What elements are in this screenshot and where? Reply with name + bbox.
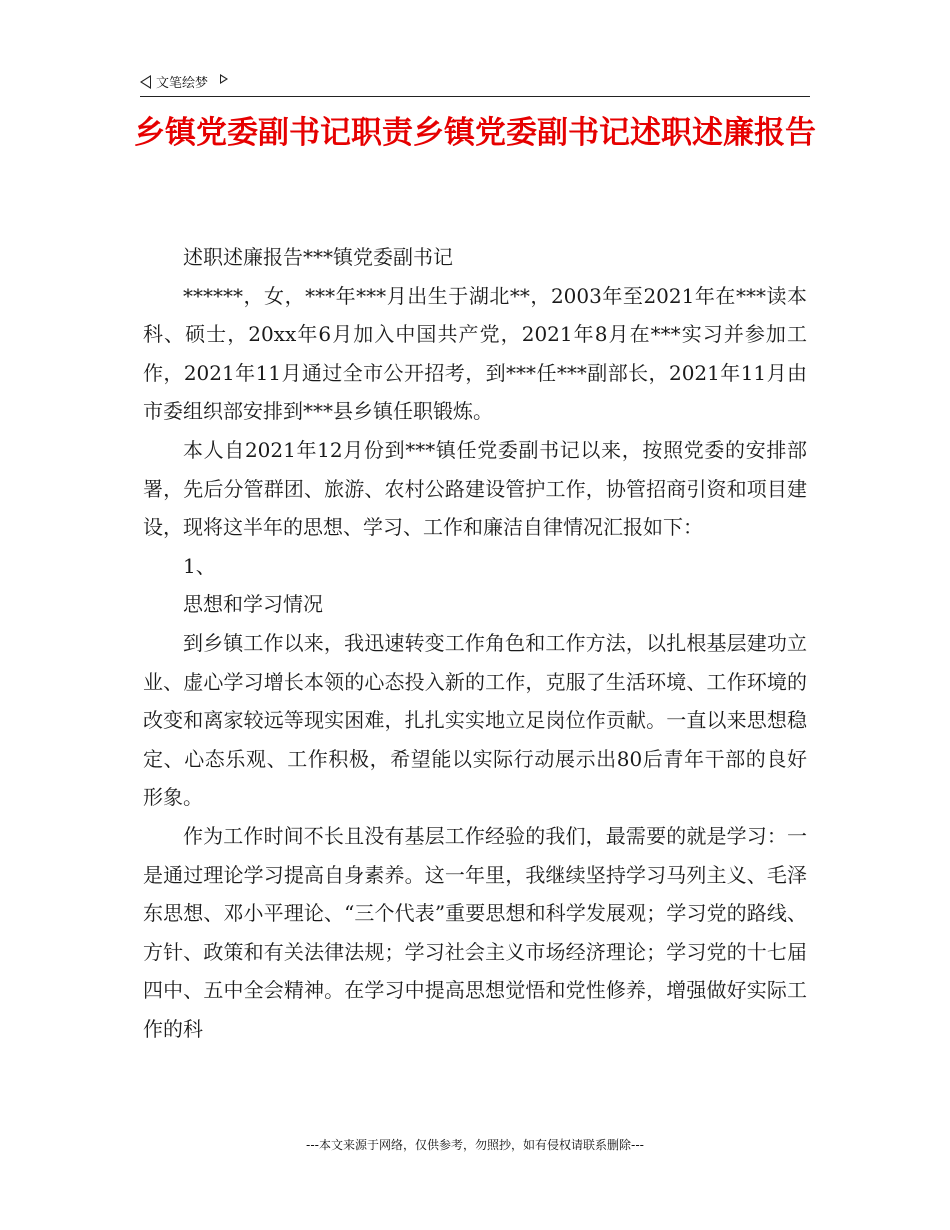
brand-name: 文笔绘梦 [156,76,209,91]
brand [140,72,228,91]
paragraph: 述职述廉报告***镇党委副书记 [183,245,453,269]
section-heading: 思想和学习情况 [183,592,323,617]
paragraph: 到乡镇工作以来，我迅速转变工作角色和工作方法，以扎根基层建功立业、虚心学习增长本领的心态投入新的工作，克服了生活环境、工作环境的改变和离家较远等现实困难，扎扎实实地立足岗位作贡献。一直以来思想稳定、心态乐观、工作积极，希望能以实际行动展示出80后青年干部的良好形象。 [143,630,807,810]
paragraph: 作为工作时间不长且没有基层工作经验的我们，最需要的就是学习：一是通过理论学习提高自身素养。这一年里，我继续坚持学习马列主义、毛泽东思想、邓小平理论、“三个代表”重要思想和科学发展观；学习党的路线、方针、政策和有关法律法规；学习社会主义市场经济理论；学习党的十七届四中、五中全会精神。在学习中提高思想觉悟和党性修养，增强做好实际工作的科 [143,823,807,1041]
paragraph: ******，女，***年***月出生于湖北**，2003年至2021年在***读本科、硕士，20xx年6月加入中国共产党，2021年8月在***实习并参加工作，2021年11月通过全市公开招考，到***任***副部长，2021年11月由市委组织部安排到***县乡镇任职锻炼。 [143,283,807,424]
footer-notice: ---本文来源于网络，仅供参考，勿照抄，如有侵权请联系删除--- [306,1138,644,1152]
triangle-right-outline-icon [220,74,228,84]
document-body [143,238,807,1048]
paragraph: 本人自2021年12月份到***镇任党委副书记以来，按照党委的安排部署，先后分管群团、旅游、农村公路建设管护工作，协管招商引资和项目建设，现将这半年的思想、学习、工作和廉洁自律情况汇报如下： [143,437,807,540]
section-number: 1、 [183,553,216,578]
page-header [140,70,810,97]
document-title: 乡镇党委副书记职责乡镇党委副书记述职述廉报告 [134,115,816,151]
triangle-left-outline-icon [140,75,151,89]
